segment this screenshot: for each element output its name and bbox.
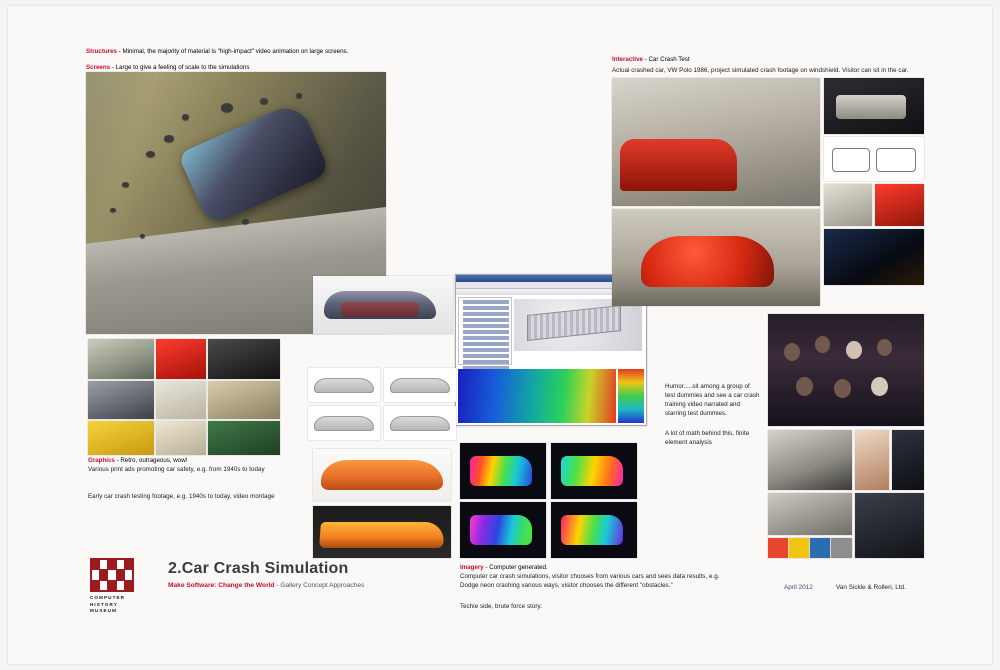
subtitle <box>168 582 364 589</box>
car-cad-render <box>313 276 453 334</box>
interactive-label: Interactive <box>612 56 643 63</box>
math-note: A lot of math behind this, finite element analysis <box>665 430 750 446</box>
subtitle-brand: Make Software: Change the World <box>168 582 275 589</box>
credit-label: Van Sickle & Rolleri, Ltd. <box>836 584 906 591</box>
color-legend <box>618 369 644 423</box>
viewport-3d[interactable] <box>514 299 642 351</box>
imagery-text: - Computer generated. <box>485 564 548 571</box>
car-photo-1 <box>88 339 154 379</box>
structures-label: Structures <box>86 48 117 55</box>
graphics-note <box>88 456 313 465</box>
logo-line-3: MUSEUM <box>90 608 118 614</box>
car-ad-photo-1 <box>88 421 154 455</box>
car-wireframe-2 <box>384 368 456 402</box>
techie-note: Techie side, brute force story. <box>460 603 542 610</box>
humor-note: Humor.....sit among a group of test dummies and see a car crash training video narrated and starring test dummies. <box>665 383 760 417</box>
structures-text: - Minimal, the majority of material is "high-impact" video animation on large screens. <box>118 48 349 55</box>
interactive-text: - Car Crash Test <box>644 56 690 63</box>
poster-sheet <box>8 6 992 664</box>
car-ad-photo-3 <box>208 421 280 455</box>
color-swatch-grey <box>831 538 852 558</box>
screens-text: - Large to give a feeling of scale to the simulations <box>111 64 250 71</box>
exhibit-photo-small-1 <box>824 184 872 226</box>
mesh-model <box>527 305 621 341</box>
exhibit-photo-screen <box>824 78 924 134</box>
car-photo-6 <box>208 381 280 419</box>
fea-simulation-2 <box>551 443 637 499</box>
model-tree-panel[interactable] <box>458 297 512 365</box>
fea-simulation-1 <box>460 443 546 499</box>
graphics-label: Graphics <box>88 457 115 464</box>
audience-photo <box>768 314 924 426</box>
crash-dummy-photo-1 <box>768 430 852 490</box>
museum-logo <box>90 558 152 616</box>
imagery-body: Computer car crash simulations, visitor chooses from various cars and sees data results, e.g. Dodge neon crashing various ways, visitor chooses the different "obstacles." <box>460 573 720 589</box>
imagery-note <box>460 563 740 572</box>
color-swatch-red <box>768 538 788 558</box>
car-wireframe-4 <box>384 406 456 440</box>
graphics-sub-note-1: Various print ads promoting car safety, e.g. from 1940s to today <box>88 466 265 473</box>
exhibit-photo-red-car <box>612 209 820 306</box>
contour-plot <box>458 369 616 423</box>
logo-line-2: HISTORY <box>90 601 118 607</box>
exhibit-photo-small-2 <box>875 184 924 226</box>
exhibit-photo-dark-interior <box>824 229 924 285</box>
car-line-drawings <box>824 137 924 181</box>
imagery-label: Imagery <box>460 564 484 571</box>
page-title: 2.Car Crash Simulation <box>168 560 349 577</box>
structures-note <box>86 47 506 56</box>
fea-simulation-3 <box>460 502 546 558</box>
car-photo-3 <box>208 339 280 379</box>
color-swatch-blue <box>810 538 830 558</box>
interactive-note <box>612 55 952 64</box>
orange-car-render <box>313 449 451 501</box>
crash-dummy-photo-5 <box>855 493 924 558</box>
date-label: April 2012 <box>784 584 813 591</box>
car-photo-2 <box>156 339 206 379</box>
crash-dummy-photo-4 <box>768 493 852 535</box>
crash-dummy-photo-3 <box>892 430 924 490</box>
software-workspace <box>456 295 646 425</box>
screens-note <box>86 63 516 72</box>
car-photo-4 <box>88 381 154 419</box>
car-ad-photo-2 <box>156 421 206 455</box>
fea-simulation-4 <box>551 502 637 558</box>
graphics-text: - Retro, outrageous, wow! <box>116 457 188 464</box>
orange-car-crash-render <box>313 506 451 558</box>
title-block <box>168 560 364 589</box>
logo-line-1: COMPUTER <box>90 595 126 600</box>
graphics-sub-note-2: Early car crash testing footage, e.g. 1940s to today, video montage <box>88 493 275 500</box>
car-wireframe-3 <box>308 406 380 440</box>
subtitle-rest: - Gallery Concept Approaches <box>276 582 365 589</box>
car-wireframe-1 <box>308 368 380 402</box>
exhibit-photo-visitors <box>612 78 820 206</box>
crash-dummy-photo-2 <box>855 430 889 490</box>
logo-bit-grid <box>90 558 134 592</box>
car-photo-5 <box>156 381 206 419</box>
interactive-body: Actual crashed car, VW Polo 1986, project simulated crash footage on windshield. Visitor can sit in the car. <box>612 67 909 74</box>
screens-label: Screens <box>86 64 111 71</box>
color-swatch-yellow <box>789 538 809 558</box>
